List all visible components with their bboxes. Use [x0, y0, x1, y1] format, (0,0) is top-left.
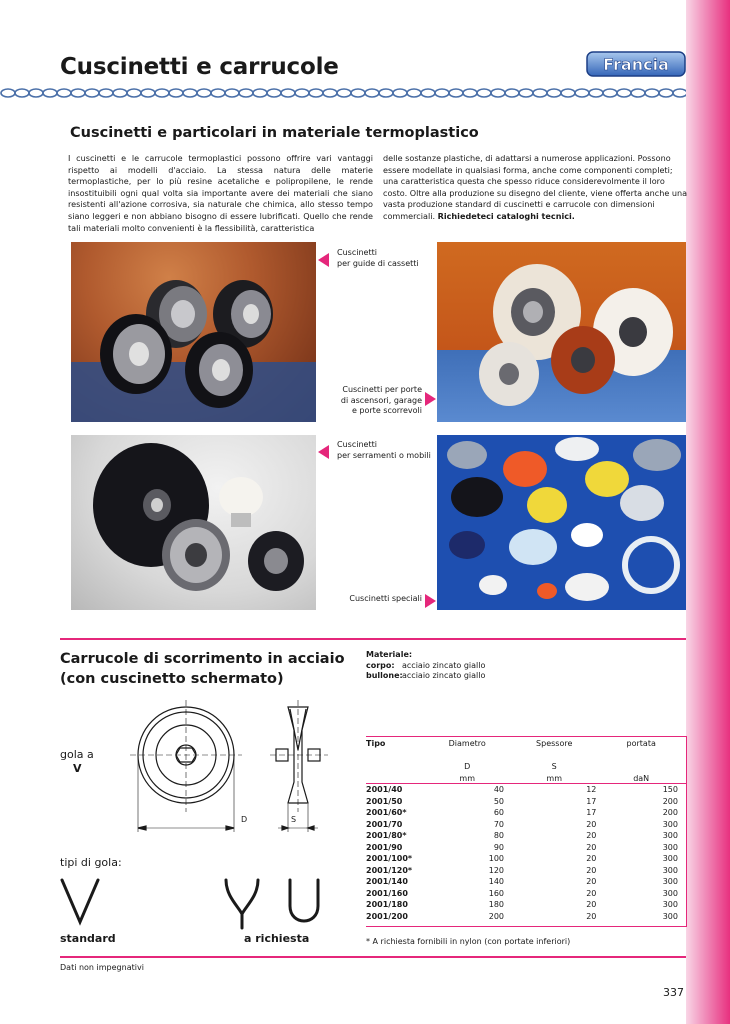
table-cell: 90: [493, 842, 505, 852]
table-cell: 60: [493, 808, 505, 817]
table-cell: 2001/90: [366, 842, 403, 852]
section2-title-line1: Carrucole di scorrimento in acciaio: [60, 651, 345, 667]
subheader-cell: S: [551, 762, 557, 771]
table-row: [366, 819, 686, 831]
caption-arrow-icon: [318, 445, 329, 459]
bullone-label: bullone:: [366, 671, 403, 680]
col-header-portata: portata: [626, 739, 656, 748]
francia-logo: [586, 50, 686, 78]
subheader-cell: D: [464, 762, 471, 771]
table-cell: 2001/140: [366, 877, 408, 886]
chain-link: [127, 89, 141, 97]
table-cell: 2001/180: [366, 900, 408, 909]
table-row: [366, 899, 686, 911]
table-cell: 300: [662, 854, 678, 863]
table-cell: 2001/70: [366, 819, 403, 829]
caption-cassetti: [337, 248, 419, 269]
caption-line: per serramenti o mobili: [337, 450, 431, 460]
table-body: [366, 784, 686, 922]
chain-link: [407, 89, 421, 97]
chain-link: [337, 89, 351, 97]
chain-link: [561, 89, 575, 97]
chain-link: [1, 89, 15, 97]
standard-label: standard: [60, 932, 116, 945]
section2-title: [60, 649, 345, 689]
chain-link: [463, 89, 477, 97]
section-divider: [60, 638, 686, 640]
chain-link: [211, 89, 225, 97]
caption-arrow-icon: [318, 253, 329, 267]
photo-door-bearings: [437, 242, 686, 422]
col-header-tipo: Tipo: [366, 739, 386, 748]
subheader-cell: [366, 761, 430, 773]
table-cell: 20: [586, 888, 597, 898]
table-cell: 20: [586, 842, 597, 852]
table-cell: 20: [586, 877, 597, 886]
pulley-drawing: [56, 700, 346, 950]
intro-right-cta: Richiedeteci cataloghi tecnici.: [437, 210, 575, 221]
unit-cell: [366, 773, 430, 785]
drawer-bearings-illustration: [71, 242, 316, 422]
chain-link: [155, 89, 169, 97]
table-cell: 17: [586, 808, 597, 817]
photo-furniture-bearings: [71, 435, 316, 610]
table-cell: 20: [586, 911, 597, 921]
table-cell: 2001/160: [366, 888, 408, 898]
table-cell: 160: [488, 888, 505, 898]
table-row: [366, 842, 686, 854]
caption-line: Cuscinetti: [337, 440, 377, 449]
tipi-gola-label: tipi di gola:: [60, 856, 122, 869]
table-cell: 200: [662, 808, 678, 817]
pulley-spec-table: [366, 738, 686, 922]
table-cell: 300: [662, 842, 678, 852]
chain-link: [351, 89, 365, 97]
chain-link: [239, 89, 253, 97]
table-cell: 50: [493, 796, 505, 806]
chain-link: [589, 89, 603, 97]
table-header-row: [366, 738, 686, 750]
page-number: 337: [663, 986, 684, 999]
material-heading: Materiale:: [366, 650, 413, 659]
chain-link: [323, 89, 337, 97]
corpo-value: acciaio zincato giallo: [402, 660, 486, 670]
table-subheader-row: [366, 761, 686, 773]
col-header-spessore: Spessore: [536, 739, 573, 748]
table-bottom-rule: [366, 926, 686, 927]
caption-line: Cuscinetti speciali: [349, 594, 422, 603]
chain-graphic: [0, 87, 686, 99]
chain-link: [225, 89, 239, 97]
chain-link: [183, 89, 197, 97]
table-cell: 300: [662, 900, 678, 909]
chain-link: [575, 89, 589, 97]
table-cell: 300: [662, 911, 678, 921]
table-cell: 20: [586, 819, 597, 829]
table-cell: 20: [586, 854, 597, 863]
door-bearings-illustration: [437, 242, 686, 422]
chain-link: [15, 89, 29, 97]
photo-special-bearings: [437, 435, 686, 610]
chain-link: [659, 89, 673, 97]
unit-cell: mm: [546, 773, 562, 783]
chain-link: [421, 89, 435, 97]
chain-link: [393, 89, 407, 97]
table-row: [366, 807, 686, 819]
table-cell: 300: [662, 831, 678, 840]
table-cell: 200: [488, 911, 505, 921]
table-row: [366, 784, 686, 796]
table-cell: 80: [493, 831, 505, 840]
chain-link: [631, 89, 645, 97]
table-cell: 100: [488, 854, 505, 863]
chain-link: [29, 89, 43, 97]
chain-link: [85, 89, 99, 97]
bullone-value: acciaio zincato giallo: [402, 671, 486, 680]
dim-s-label: S: [291, 815, 297, 824]
caption-ascensori: [300, 385, 422, 417]
chain-link: [435, 89, 449, 97]
caption-serramenti: [337, 440, 431, 461]
table-row: [366, 853, 686, 865]
footer-disclaimer: Dati non impegnativi: [60, 963, 144, 972]
table-cell: 2001/120*: [366, 865, 413, 875]
chain-link: [617, 89, 631, 97]
table-cell: 150: [662, 785, 678, 794]
table-cell: 2001/60*: [366, 808, 407, 817]
nylon-note: * A richiesta fornibili in nylon (con portate inferiori): [366, 937, 571, 946]
unit-cell: mm: [459, 773, 476, 783]
chain-link: [519, 89, 533, 97]
table-row: [366, 796, 686, 808]
table-row: [366, 911, 686, 923]
chain-link: [533, 89, 547, 97]
intro-text-right: [383, 153, 688, 223]
table-cell: 2001/200: [366, 911, 408, 921]
subheader-cell: [604, 761, 686, 773]
caption-line: per guide di cassetti: [337, 258, 419, 268]
intro-text-left: I cuscinetti e le carrucole termoplastici possono offrire vari vantaggi rispetto ai modelli d'acciaio. La stessa natura delle materie termoplastiche, per lo più resine acetaliche e polipropilene, le rende insostituibili ogni qual volta sia importante avere dei materiali che siano resistenti all'azione corrosiva, sia naturale che chimica, allo stesso tempo siano leggeri e non abbiano bisogno di essere lubrificati. Quello che rende tali materiali molto convenienti è la flessibilità, caratteristica: [68, 153, 373, 233]
chain-link: [365, 89, 379, 97]
table-cell: 300: [662, 865, 678, 875]
table-cell: 140: [488, 877, 505, 886]
chain-divider: [0, 84, 686, 96]
material-info: [366, 650, 485, 682]
caption-arrow-icon: [425, 594, 436, 608]
table-row: [366, 865, 686, 877]
chain-link: [309, 89, 323, 97]
chain-link: [197, 89, 211, 97]
intro-right-body: delle sostanze plastiche, di adattarsi a numerose applicazioni. Possono essere modellate in qualsiasi forma, anche come componenti completi; una caratteristica questa che spesso riduce considerevolmente il loro costo. Oltre alla produzione su disegno del cliente, viene offerta anche una vasta produzione standard di cuscinetti e carrucole con dimensioni commerciali.: [383, 153, 688, 221]
caption-line: e porte scorrevoli: [351, 406, 422, 415]
chain-link: [491, 89, 505, 97]
chain-link: [295, 89, 309, 97]
table-right-rule: [686, 736, 687, 927]
chain-link: [673, 89, 686, 97]
footer-divider: [60, 956, 686, 958]
chain-link: [113, 89, 127, 97]
table-cell: 12: [586, 785, 597, 794]
section-subtitle: Cuscinetti e particolari in materiale termoplastico: [70, 125, 479, 141]
table-cell: 300: [662, 888, 678, 898]
pink-margin-band: [686, 0, 730, 1024]
chain-link: [57, 89, 71, 97]
chain-link: [449, 89, 463, 97]
richiesta-label: a richiesta: [244, 932, 310, 945]
table-units-row: [366, 773, 686, 785]
chain-link: [253, 89, 267, 97]
col-header-diametro: Diametro: [448, 739, 486, 748]
table-row: [366, 830, 686, 842]
table-cell: 2001/50: [366, 796, 403, 806]
chain-link: [505, 89, 519, 97]
table-cell: 70: [493, 819, 505, 829]
table-cell: 17: [586, 796, 597, 806]
chain-link: [547, 89, 561, 97]
caption-line: Cuscinetti per porte: [342, 385, 422, 394]
chain-link: [141, 89, 155, 97]
chain-link: [99, 89, 113, 97]
chain-link: [477, 89, 491, 97]
chain-link: [379, 89, 393, 97]
chain-link: [645, 89, 659, 97]
table-cell: 40: [493, 785, 505, 794]
table-row: [366, 888, 686, 900]
gola-label: gola a: [60, 748, 94, 761]
dim-d-label: D: [241, 815, 248, 824]
corpo-label: corpo:: [366, 660, 395, 670]
table-cell: 2001/80*: [366, 831, 407, 840]
section2-title-line2: (con cuscinetto schermato): [60, 671, 284, 687]
table-cell: 20: [586, 900, 597, 909]
table-cell: 120: [488, 865, 505, 875]
chain-link: [169, 89, 183, 97]
chain-link: [71, 89, 85, 97]
table-cell: 2001/40: [366, 785, 403, 794]
chain-link: [281, 89, 295, 97]
special-bearings-illustration: [437, 435, 686, 610]
logo-text: Francia: [603, 55, 669, 74]
caption-arrow-icon: [425, 392, 436, 406]
pulley-drawing-graphic: [56, 700, 346, 950]
logo-graphic: [586, 50, 686, 78]
chain-link: [267, 89, 281, 97]
unit-cell: daN: [633, 773, 650, 783]
chain-link: [603, 89, 617, 97]
caption-line: Cuscinetti: [337, 248, 377, 257]
table-cell: 2001/100*: [366, 854, 413, 863]
table-cell: 20: [586, 865, 597, 875]
chain-link: [43, 89, 57, 97]
table-cell: 180: [488, 900, 505, 909]
table-cell: 300: [662, 877, 678, 886]
table-row: [366, 876, 686, 888]
table-cell: 20: [586, 831, 597, 840]
page-title: Cuscinetti e carrucole: [60, 54, 339, 80]
gola-type: V: [73, 762, 82, 775]
table-cell: 300: [662, 819, 678, 829]
furniture-bearings-illustration: [71, 435, 316, 610]
photo-drawer-bearings: [71, 242, 316, 422]
table-top-rule: [366, 736, 686, 737]
caption-speciali: [300, 594, 422, 605]
table-cell: 200: [662, 796, 678, 806]
caption-line: di ascensori, garage: [340, 395, 422, 405]
